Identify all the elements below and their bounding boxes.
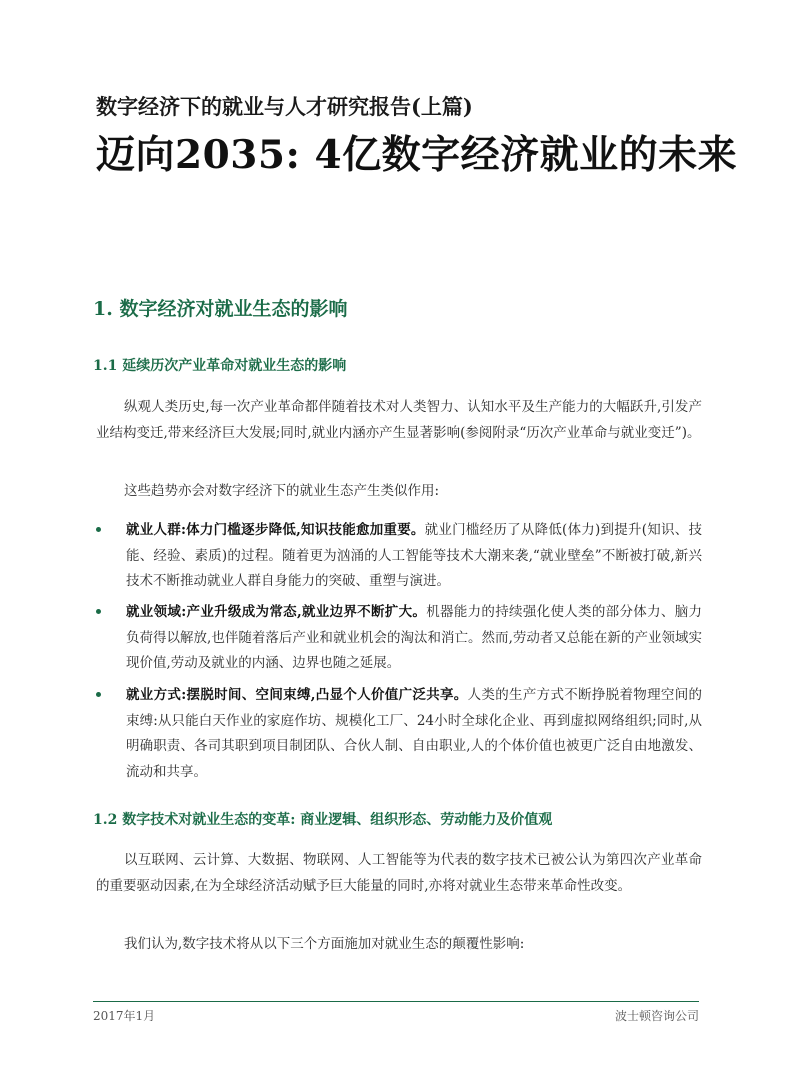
- section-1-2-heading: 1.2 数字技术对就业生态的变革: 商业逻辑、组织形态、劳动能力及价值观: [93, 812, 553, 828]
- bullet-item-employment-mode: [96, 683, 702, 785]
- bullet-dot-icon: [96, 692, 101, 697]
- bullet-body: 机器能力的持续强化使人类的部分体力、脑力负荷得以解放,也伴随着落后产业和就业机会的淘汰和消亡。然而,劳动者又总能在新的产业领域实现价值,劳动及就业的内涵、边界也随之延展。: [126, 604, 702, 671]
- footer-company: 波士顿咨询公司: [614, 1009, 699, 1023]
- bullet-item-employment-domain: [96, 600, 702, 677]
- section-1-2-paragraph-1: 以互联网、云计算、大数据、物联网、人工智能等为代表的数字技术已被公认为第四次产业革命的重要驱动因素,在为全球经济活动赋予巨大能量的同时,亦将对就业生态带来革命性改变。: [96, 852, 702, 894]
- section-1-1-heading: 1.1 延续历次产业革命对就业生态的影响: [93, 358, 347, 374]
- bullet-dot-icon: [96, 527, 101, 532]
- section-1-1-paragraph-2: 这些趋势亦会对数字经济下的就业生态产生类似作用:: [124, 483, 440, 499]
- report-subtitle: 数字经济下的就业与人才研究报告(上篇): [96, 94, 473, 119]
- section-1-heading: 1. 数字经济对就业生态的影响: [93, 298, 348, 320]
- footer-date: 2017年1月: [93, 1009, 156, 1023]
- footer-divider: [93, 1001, 699, 1002]
- report-title: 迈向2035: 4亿数字经济就业的未来: [96, 132, 738, 178]
- bullet-dot-icon: [96, 609, 101, 614]
- section-1-1-paragraph-1: 纵观人类历史,每一次产业革命都伴随着技术对人类智力、认知水平及生产能力的大幅跃升,引发产业结构变迁,带来经济巨大发展;同时,就业内涵亦产生显著影响(参阅附录“历次产业革命与就业变迁”)。: [96, 399, 702, 441]
- bullet-body: 就业门槛经历了从降低(体力)到提升(知识、技能、经验、素质)的过程。随着更为汹涌的人工智能等技术大潮来袭,“就业壁垒”不断被打破,新兴技术不断推动就业人群自身能力的突破、重塑与演进。: [126, 522, 702, 589]
- bullet-body: 人类的生产方式不断挣脱着物理空间的束缚:从只能白天作业的家庭作坊、规模化工厂、24小时全球化企业、再到虚拟网络组织;同时,从明确职责、各司其职到项目制团队、合伙人制、自由职业,人的个体价值也被更广泛自由地激发、流动和共享。: [126, 687, 703, 780]
- section-1-2-paragraph-2: 我们认为,数字技术将从以下三个方面施加对就业生态的颠覆性影响:: [124, 936, 525, 952]
- bullet-item-employment-population: [96, 518, 702, 595]
- bullet-lead: 就业人群:体力门槛逐步降低,知识技能愈加重要。: [126, 522, 425, 538]
- bullet-lead: 就业方式:摆脱时间、空间束缚,凸显个人价值广泛共享。: [126, 687, 468, 703]
- bullet-lead: 就业领域:产业升级成为常态,就业边界不断扩大。: [126, 604, 427, 620]
